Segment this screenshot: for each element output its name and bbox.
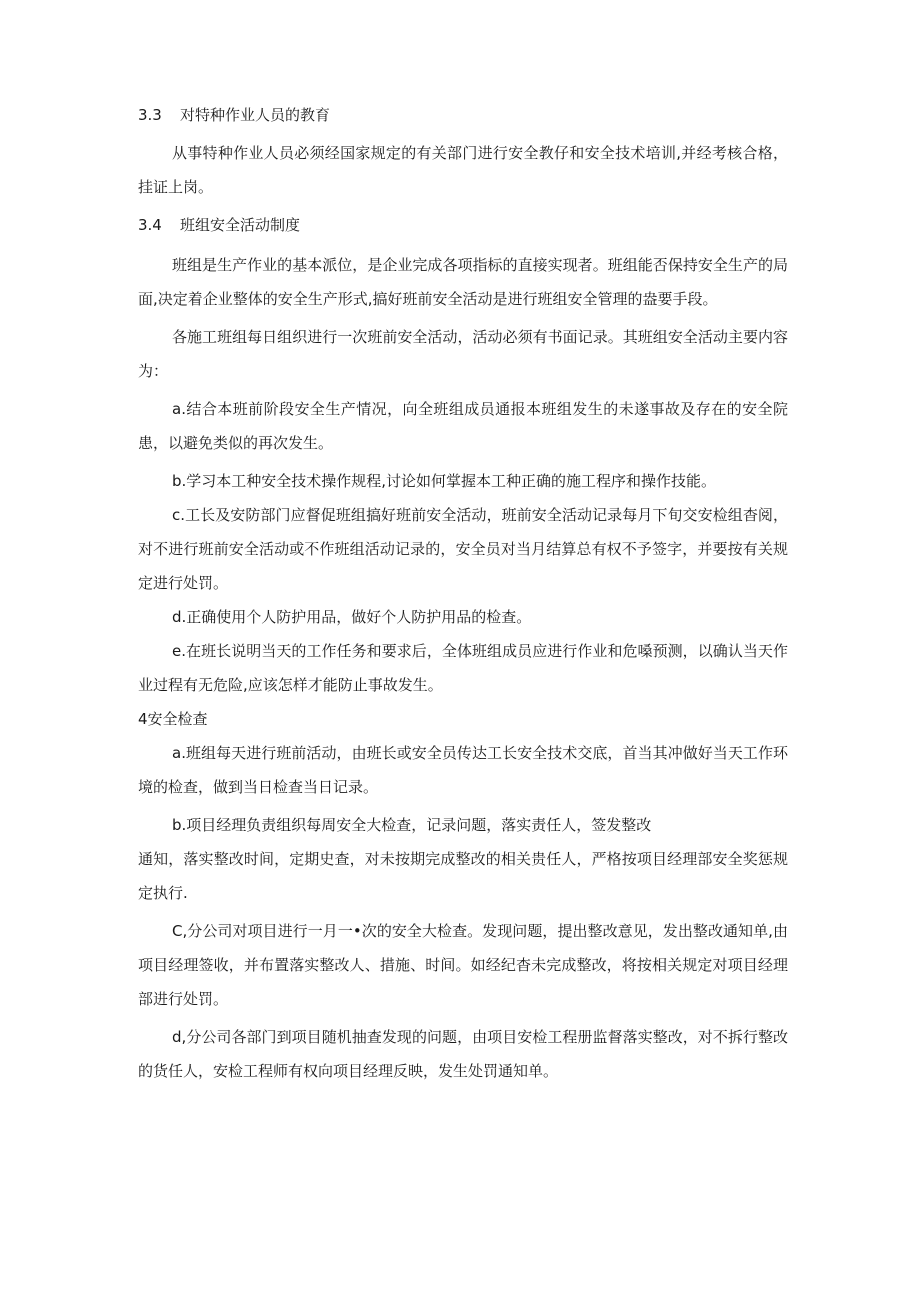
section-heading-3-3 (138, 98, 788, 132)
document-page (138, 98, 788, 1088)
list-item: C,分公司对项目进行一月一•次的安全大检查。发现问题，提出整改意见，发出整改通知单,由项目经理签收，并布置落实整改人、措施、时间。如经纪杳未完成整改，将按相关规定对项目经理部进行处罚。 (138, 922, 788, 1008)
section-title: 4安全检查 (138, 710, 208, 728)
list-item: c.工长及安防部门应督促班组搞好班前安全活动，班前安全活动记录每月下旬交安检组杳阅，对不进行班前安全活动或不作班组活动记录的，安全员对当月结算总有权不予签字，并要按有关规定进行处罚。 (138, 506, 788, 592)
section-title: 班组安全活动制度 (180, 216, 301, 234)
paragraph: 班组是生产作业的基本派位，是企业完成各项指标的直接实现者。班组能否保持安全生产的局面,决定着企业整体的安全生产形式,搞好班前安全活动是进行班组安全管理的盎要手段。 (138, 256, 788, 308)
list-item: b.学习本工种安全技术操作规程,讨论如何掌握本工种正确的施工程序和操作技能。 (172, 472, 717, 490)
section-number: 3.4 (138, 216, 162, 234)
list-item: d,分公司各部门到项目随机抽查发现的问题，由项目安检工程册监督落实整改，对不拆行整改的货任人，安检工程师有权向项目经理反映，发生处罚通知单。 (138, 1028, 788, 1080)
paragraph: 从事特种作业人员必须经国家规定的有关部门进行安全教仔和安全技术培训,并经考核合格，挂证上岗。 (138, 144, 788, 196)
list-item: a.结合本班前阶段安全生产情况，向全班组成员通报本班组发生的未遂事故及存在的安全院患，以避免类似的再次发生。 (138, 400, 788, 452)
paragraph: 各施工班组每日组织进行一次班前安全活动，活动必须有书面记录。其班组安全活动主要内容为： (138, 328, 788, 380)
list-item: d.正确使用个人防护用品，做好个人防护用品的检查。 (172, 608, 532, 626)
section-number: 3.3 (138, 106, 162, 124)
list-item-continuation: 通知，落实整改时间，定期史查，对未按期完成整改的相关贵任人，严格按项目经理部安全奖惩规定执行. (138, 850, 788, 902)
list-item: b.项目经理负责组织每周安全大检查，记录问题，落实责任人，签发整改 (172, 816, 652, 834)
section-title: 对特种作业人员的教育 (180, 106, 331, 124)
list-item: e.在班长说明当天的工作任务和要求后，全体班组成员应进行作业和危嗓预测，以确认当天作业过程有无危险,应该怎样才能防止事故发生。 (138, 642, 788, 694)
list-item: a.班组每天进行班前活动，由班长或安全员传达工长安全技术交底，首当其冲做好当天工作环境的检查，做到当日检查当日记录。 (138, 744, 788, 796)
section-heading-3-4 (138, 208, 788, 242)
section-heading-4 (138, 702, 788, 736)
